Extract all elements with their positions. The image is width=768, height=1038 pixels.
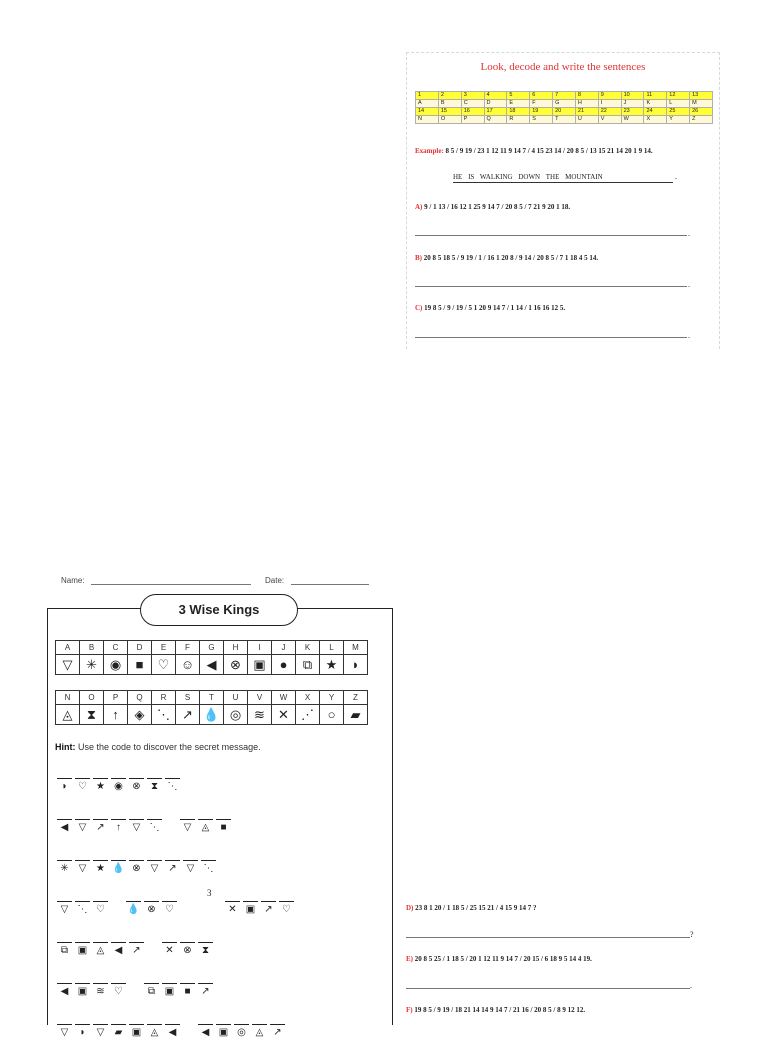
cipher-symbol: ⋱ bbox=[201, 860, 216, 874]
cipher-symbol: ↗ bbox=[198, 983, 213, 997]
question-a bbox=[415, 203, 570, 211]
answer-line-e[interactable] bbox=[406, 988, 690, 989]
symbol-cell: ▽ bbox=[56, 655, 80, 675]
symbol-cell: ■ bbox=[128, 655, 152, 675]
example-answer-period: . bbox=[675, 172, 677, 181]
secret-message-line bbox=[57, 1024, 288, 1038]
symbol-cell: ✳ bbox=[80, 655, 104, 675]
word-gap bbox=[210, 902, 222, 915]
hint-label: Hint: bbox=[55, 742, 76, 752]
cipher-symbol: ◀ bbox=[198, 1024, 213, 1038]
question-c bbox=[415, 304, 565, 312]
question-d-label: D) bbox=[406, 904, 414, 912]
code-cell: Z bbox=[690, 116, 713, 124]
date-field[interactable] bbox=[291, 584, 369, 585]
code-cell: 15 bbox=[438, 108, 461, 116]
symbol-cell: ⧉ bbox=[296, 655, 320, 675]
cipher-symbol: ◀ bbox=[57, 983, 72, 997]
code-cell: L bbox=[667, 100, 690, 108]
letter-cell: Q bbox=[128, 691, 152, 705]
question-c-label: C) bbox=[415, 304, 423, 312]
symbol-cell: ⊗ bbox=[224, 655, 248, 675]
page-number: 3 bbox=[207, 888, 212, 898]
code-cell: 14 bbox=[416, 108, 439, 116]
cipher-symbol: ▣ bbox=[129, 1024, 144, 1038]
word-gap bbox=[180, 902, 192, 915]
answer-line-d[interactable] bbox=[406, 937, 690, 938]
code-table-a-m bbox=[55, 640, 368, 675]
letter-cell: D bbox=[128, 641, 152, 655]
letter-cell: B bbox=[80, 641, 104, 655]
symbol-cell: ▣ bbox=[248, 655, 272, 675]
cipher-symbol: ✳ bbox=[57, 860, 72, 874]
letter-cell: X bbox=[296, 691, 320, 705]
symbol-cell: ⧗ bbox=[80, 705, 104, 725]
symbol-cell: 💧 bbox=[200, 705, 224, 725]
example-label: Example: bbox=[415, 147, 444, 155]
word-gap bbox=[165, 820, 177, 833]
example-answer: HE IS WALKING DOWN THE MOUNTAIN bbox=[453, 173, 673, 183]
cipher-symbol: ⋱ bbox=[75, 901, 90, 915]
question-f bbox=[406, 1006, 585, 1014]
worksheet-title: Look, decode and write the sentences bbox=[480, 61, 646, 73]
code-cell: D bbox=[484, 100, 507, 108]
question-f-label: F) bbox=[406, 1006, 413, 1014]
cipher-symbol: ⧗ bbox=[147, 778, 162, 792]
code-cell: 22 bbox=[598, 108, 621, 116]
cipher-symbol: ▽ bbox=[147, 860, 162, 874]
symbol-cell: ★ bbox=[320, 655, 344, 675]
code-cell: Q bbox=[484, 116, 507, 124]
symbol-cell: ♡ bbox=[152, 655, 176, 675]
code-cell: P bbox=[461, 116, 484, 124]
letter-cell: O bbox=[80, 691, 104, 705]
letter-cell: J bbox=[272, 641, 296, 655]
question-a-label: A) bbox=[415, 203, 423, 211]
secret-message-line bbox=[57, 901, 297, 915]
letter-cell: A bbox=[56, 641, 80, 655]
cipher-symbol: ▽ bbox=[183, 860, 198, 874]
cipher-symbol: ▰ bbox=[111, 1024, 126, 1038]
cipher-symbol: ▽ bbox=[57, 901, 72, 915]
cipher-symbol: ◗ bbox=[57, 778, 72, 792]
secret-message-line bbox=[57, 942, 216, 956]
code-cell: 3 bbox=[461, 92, 484, 100]
symbol-cell: ◎ bbox=[224, 705, 248, 725]
cipher-symbol: ★ bbox=[93, 778, 108, 792]
answer-c-end: . bbox=[688, 331, 690, 340]
hint-text bbox=[55, 742, 261, 752]
letter-cell: V bbox=[248, 691, 272, 705]
code-cell: 5 bbox=[507, 92, 530, 100]
cipher-symbol: ◬ bbox=[147, 1024, 162, 1038]
cipher-symbol: ▣ bbox=[75, 983, 90, 997]
cipher-symbol: ↗ bbox=[261, 901, 276, 915]
question-d-code: 23 8 1 20 / 1 18 5 / 25 15 21 / 4 15 9 14 7 ? bbox=[415, 904, 537, 912]
code-cell: W bbox=[621, 116, 644, 124]
code-cell: Y bbox=[667, 116, 690, 124]
hint-body: Use the code to discover the secret message. bbox=[75, 742, 261, 752]
symbol-cell: ▰ bbox=[344, 705, 368, 725]
symbol-cell: ↑ bbox=[104, 705, 128, 725]
code-number-row bbox=[416, 92, 713, 100]
cipher-symbol: ◗ bbox=[75, 1024, 90, 1038]
cipher-symbol: ⋱ bbox=[165, 778, 180, 792]
symbol-cell: ◬ bbox=[56, 705, 80, 725]
cipher-symbol: 💧 bbox=[111, 860, 126, 874]
code-cell: 9 bbox=[598, 92, 621, 100]
code-cell: 13 bbox=[690, 92, 713, 100]
code-cell: 20 bbox=[553, 108, 576, 116]
code-cell: A bbox=[416, 100, 439, 108]
cipher-symbol: ↗ bbox=[93, 819, 108, 833]
secret-message-line bbox=[57, 860, 219, 874]
cipher-symbol: ▽ bbox=[93, 1024, 108, 1038]
cipher-symbol: ♡ bbox=[75, 778, 90, 792]
code-table bbox=[415, 91, 713, 124]
question-f-code: 19 8 5 / 9 19 / 18 21 14 14 9 14 7 / 21 16 / 20 8 5 / 8 9 12 12. bbox=[414, 1006, 586, 1014]
cipher-symbol: ↑ bbox=[111, 819, 126, 833]
letter-cell: Z bbox=[344, 691, 368, 705]
cipher-symbol: 💧 bbox=[126, 901, 141, 915]
three-wise-kings-worksheet bbox=[47, 574, 393, 1038]
code-cell: H bbox=[575, 100, 598, 108]
cipher-symbol: ◬ bbox=[93, 942, 108, 956]
symbol-cell: ☺ bbox=[176, 655, 200, 675]
code-cell: 19 bbox=[530, 108, 553, 116]
cipher-symbol: ↗ bbox=[165, 860, 180, 874]
word-gap bbox=[111, 902, 123, 915]
letter-cell: U bbox=[224, 691, 248, 705]
letter-cell: P bbox=[104, 691, 128, 705]
question-b-label: B) bbox=[415, 254, 422, 262]
question-e-label: E) bbox=[406, 955, 413, 963]
cipher-symbol: ↗ bbox=[129, 942, 144, 956]
question-e bbox=[406, 955, 592, 963]
cipher-symbol: ◀ bbox=[165, 1024, 180, 1038]
cipher-symbol: ▽ bbox=[180, 819, 195, 833]
secret-message-line bbox=[57, 778, 183, 792]
letter-cell: Y bbox=[320, 691, 344, 705]
code-cell: F bbox=[530, 100, 553, 108]
cipher-symbol: ♡ bbox=[279, 901, 294, 915]
cipher-symbol: ✕ bbox=[162, 942, 177, 956]
code-table-n-z bbox=[55, 690, 368, 725]
date-label: Date: bbox=[265, 576, 285, 585]
cipher-symbol: ⋱ bbox=[147, 819, 162, 833]
question-c-code: 19 8 5 / 9 / 19 / 5 1 20 9 14 7 / 1 14 / 1 16 16 12 5. bbox=[424, 304, 566, 312]
cipher-symbol: ⊗ bbox=[129, 860, 144, 874]
code-cell: 6 bbox=[530, 92, 553, 100]
cipher-symbol: ♡ bbox=[162, 901, 177, 915]
code-cell: O bbox=[438, 116, 461, 124]
cipher-symbol: ⧗ bbox=[198, 942, 213, 956]
cipher-symbol: ◬ bbox=[198, 819, 213, 833]
symbol-cell: ○ bbox=[320, 705, 344, 725]
code-cell: 18 bbox=[507, 108, 530, 116]
cipher-symbol: ◉ bbox=[111, 778, 126, 792]
code-cell: 12 bbox=[667, 92, 690, 100]
question-e-code: 20 8 5 25 / 1 18 5 / 20 1 12 11 9 14 7 / 20 15 / 6 18 9 5 14 4 19. bbox=[414, 955, 592, 963]
code-cell: 26 bbox=[690, 108, 713, 116]
code-cell: 11 bbox=[644, 92, 667, 100]
letter-cell: G bbox=[200, 641, 224, 655]
code-cell: 4 bbox=[484, 92, 507, 100]
code-cell: C bbox=[461, 100, 484, 108]
code-letter-row bbox=[416, 100, 713, 108]
example-code bbox=[415, 146, 715, 156]
answer-d-end: ? bbox=[690, 930, 694, 939]
cipher-symbol: ▣ bbox=[75, 942, 90, 956]
decode-worksheet bbox=[406, 52, 720, 349]
code-cell: J bbox=[621, 100, 644, 108]
code-cell: 17 bbox=[484, 108, 507, 116]
symbol-cell: ◈ bbox=[128, 705, 152, 725]
code-cell: 16 bbox=[461, 108, 484, 116]
letter-cell: C bbox=[104, 641, 128, 655]
cipher-symbol: ■ bbox=[180, 983, 195, 997]
letter-cell: S bbox=[176, 691, 200, 705]
secret-message-line bbox=[57, 819, 234, 833]
code-cell: U bbox=[575, 116, 598, 124]
code-cell: T bbox=[553, 116, 576, 124]
symbol-cell: ● bbox=[272, 655, 296, 675]
cipher-symbol: ◀ bbox=[111, 942, 126, 956]
letter-cell: I bbox=[248, 641, 272, 655]
letter-cell: W bbox=[272, 691, 296, 705]
cipher-symbol: ▽ bbox=[75, 860, 90, 874]
letter-cell: M bbox=[344, 641, 368, 655]
code-cell: S bbox=[530, 116, 553, 124]
letter-cell: F bbox=[176, 641, 200, 655]
code-cell: I bbox=[598, 100, 621, 108]
letter-cell: H bbox=[224, 641, 248, 655]
answer-line-b[interactable] bbox=[415, 286, 687, 287]
question-a-code: 9 / 1 13 / 16 12 1 25 9 14 7 / 20 8 5 / 7 21 9 20 1 18. bbox=[424, 203, 571, 211]
cipher-symbol: ♡ bbox=[93, 901, 108, 915]
code-cell: 8 bbox=[575, 92, 598, 100]
cipher-symbol: ▣ bbox=[162, 983, 177, 997]
cipher-symbol: ▽ bbox=[57, 1024, 72, 1038]
cipher-symbol: ■ bbox=[216, 819, 231, 833]
letter-cell: E bbox=[152, 641, 176, 655]
code-number-row bbox=[416, 108, 713, 116]
cipher-symbol: ◬ bbox=[252, 1024, 267, 1038]
answer-e-end: . bbox=[690, 981, 692, 990]
cipher-symbol: ▽ bbox=[75, 819, 90, 833]
symbol-cell: ◗ bbox=[344, 655, 368, 675]
cipher-symbol: ◀ bbox=[57, 819, 72, 833]
question-b-code: 20 8 5 18 5 / 9 19 / 1 / 16 1 20 8 / 9 14 / 20 8 5 / 7 1 18 4 5 14. bbox=[423, 254, 599, 262]
answer-line-c[interactable] bbox=[415, 337, 687, 338]
cipher-symbol: ▽ bbox=[129, 819, 144, 833]
code-cell: 21 bbox=[575, 108, 598, 116]
code-cell: 1 bbox=[416, 92, 439, 100]
word-gap bbox=[183, 1025, 195, 1038]
cipher-symbol: ⊗ bbox=[129, 778, 144, 792]
word-gap bbox=[129, 984, 141, 997]
secret-message-line bbox=[57, 983, 216, 997]
symbol-cell: ↗ bbox=[176, 705, 200, 725]
cipher-symbol: ▣ bbox=[216, 1024, 231, 1038]
symbol-cell: ≋ bbox=[248, 705, 272, 725]
code-cell: X bbox=[644, 116, 667, 124]
code-cell: E bbox=[507, 100, 530, 108]
code-cell: B bbox=[438, 100, 461, 108]
cipher-symbol: ⧉ bbox=[144, 983, 159, 997]
code-cell: 24 bbox=[644, 108, 667, 116]
symbol-cell: ✕ bbox=[272, 705, 296, 725]
code-cell: V bbox=[598, 116, 621, 124]
word-gap bbox=[147, 943, 159, 956]
code-cell: K bbox=[644, 100, 667, 108]
answer-line-a[interactable] bbox=[415, 235, 687, 236]
cipher-symbol: ↗ bbox=[270, 1024, 285, 1038]
question-b bbox=[415, 254, 598, 262]
cipher-symbol: ⊗ bbox=[144, 901, 159, 915]
symbol-cell: ⋱ bbox=[152, 705, 176, 725]
cipher-symbol: ♡ bbox=[111, 983, 126, 997]
code-letter-row bbox=[416, 116, 713, 124]
worksheet-title: 3 Wise Kings bbox=[140, 594, 298, 626]
cipher-symbol: ⊗ bbox=[180, 942, 195, 956]
code-cell: 23 bbox=[621, 108, 644, 116]
cipher-symbol: ▣ bbox=[243, 901, 258, 915]
code-cell: G bbox=[553, 100, 576, 108]
code-cell: N bbox=[416, 116, 439, 124]
letter-cell: N bbox=[56, 691, 80, 705]
letter-cell: T bbox=[200, 691, 224, 705]
name-label: Name: bbox=[61, 576, 85, 585]
symbol-cell: ◀ bbox=[200, 655, 224, 675]
cipher-symbol: ✕ bbox=[225, 901, 240, 915]
name-field[interactable] bbox=[91, 584, 251, 585]
code-cell: 25 bbox=[667, 108, 690, 116]
answer-a-end: . bbox=[688, 229, 690, 238]
cipher-symbol: ◎ bbox=[234, 1024, 249, 1038]
symbol-cell: ⋰ bbox=[296, 705, 320, 725]
letter-cell: L bbox=[320, 641, 344, 655]
answer-b-end: . bbox=[688, 280, 690, 289]
letter-cell: R bbox=[152, 691, 176, 705]
symbol-cell: ◉ bbox=[104, 655, 128, 675]
code-cell: M bbox=[690, 100, 713, 108]
code-cell: 7 bbox=[553, 92, 576, 100]
example-code-text: 8 5 / 9 19 / 23 1 12 11 9 14 7 / 4 15 23 14 / 20 8 5 / 13 15 21 14 20 1 9 14. bbox=[445, 147, 653, 155]
cipher-symbol: ≋ bbox=[93, 983, 108, 997]
code-cell: 2 bbox=[438, 92, 461, 100]
word-gap bbox=[195, 902, 207, 915]
letter-cell: K bbox=[296, 641, 320, 655]
cipher-symbol: ⧉ bbox=[57, 942, 72, 956]
question-d bbox=[406, 904, 536, 912]
cipher-symbol: ★ bbox=[93, 860, 108, 874]
code-cell: R bbox=[507, 116, 530, 124]
code-cell: 10 bbox=[621, 92, 644, 100]
